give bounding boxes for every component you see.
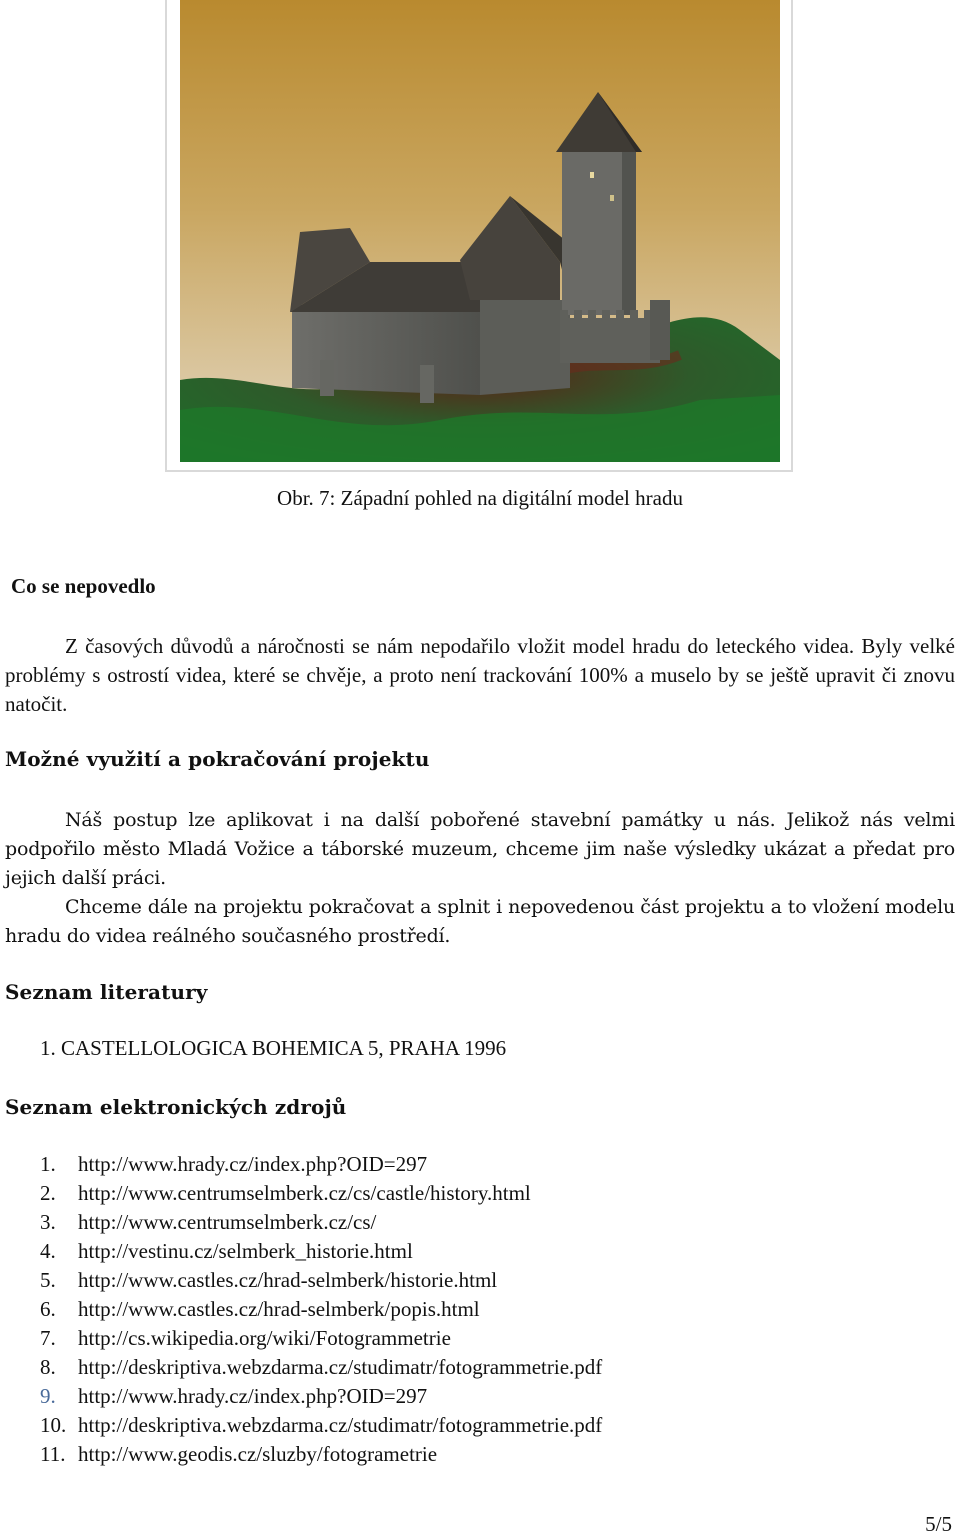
heading-usage: Možné využití a pokračování projektu [5, 747, 430, 771]
list-item [40, 1208, 602, 1237]
list-item [40, 1382, 602, 1411]
list-number: 10. [40, 1413, 67, 1437]
source-link[interactable]: http://vestinu.cz/selmberk_historie.html [78, 1239, 413, 1263]
list-number: 2. [40, 1181, 56, 1205]
source-link[interactable]: http://www.castles.cz/hrad-selmberk/popis.html [78, 1297, 480, 1321]
heading-literature: Seznam literatury [5, 980, 208, 1004]
source-link[interactable]: http://deskriptiva.webzdarma.cz/studimatr/fotogrammetrie.pdf [78, 1355, 603, 1379]
list-number: 8. [40, 1355, 56, 1379]
list-number: 5. [40, 1268, 56, 1292]
list-item [40, 1324, 602, 1353]
list-number: 9. [40, 1384, 56, 1408]
source-link[interactable]: http://www.geodis.cz/sluzby/fotogrametrie [78, 1442, 438, 1466]
castle-figure [165, 0, 793, 472]
list-number: 1. [40, 1152, 56, 1176]
paragraph-failure: Z časových důvodů a náročnosti se nám nepodařilo vložit model hradu do leteckého videa. Byly velké problémy s ostrostí videa, které se chvěje, a proto není trackování 100% a muselo by se ještě upravit či znovu natočit. [5, 634, 955, 716]
list-item [40, 1237, 602, 1266]
list-item [40, 1353, 602, 1382]
list-item [40, 1440, 602, 1469]
source-link[interactable]: http://www.castles.cz/hrad-selmberk/historie.html [78, 1268, 498, 1292]
list-item [40, 1411, 602, 1440]
list-item [40, 1295, 602, 1324]
source-link[interactable]: http://cs.wikipedia.org/wiki/Fotogrammetrie [78, 1326, 451, 1350]
heading-failure: Co se nepovedlo [11, 574, 156, 598]
castle-model-render [180, 0, 780, 462]
heading-sources: Seznam elektronických zdrojů [5, 1095, 347, 1119]
page-number: 5/5 [925, 1512, 952, 1536]
list-number: 7. [40, 1326, 56, 1350]
source-link[interactable]: http://deskriptiva.webzdarma.cz/studimatr/fotogrammetrie.pdf [78, 1413, 603, 1437]
paragraph-usage-1: Náš postup lze aplikovat i na další pobořené stavební památky u nás. Jelikož nás velmi podpořilo město Mladá Vožice a táborské muzeum, chceme jim naše výsledky ukázat a předat pro jejich další práci. [5, 809, 955, 889]
source-link[interactable]: http://www.hrady.cz/index.php?OID=297 [78, 1384, 428, 1408]
list-item [40, 1266, 602, 1295]
source-link[interactable]: http://www.hrady.cz/index.php?OID=297 [78, 1152, 428, 1176]
paragraph-usage-2: Chceme dále na projektu pokračovat a splnit i nepovedenou část projektu a to vložení modelu hradu do videa reálného současného prostředí. [5, 896, 955, 947]
list-number: 6. [40, 1297, 56, 1321]
literature-item: 1. CASTELLOLOGICA BOHEMICA 5, PRAHA 1996 [40, 1036, 507, 1060]
sources-list [40, 1150, 602, 1469]
figure-caption: Obr. 7: Západní pohled na digitální model hradu [277, 486, 683, 510]
list-item [40, 1150, 602, 1179]
list-number: 3. [40, 1210, 56, 1234]
list-number: 11. [40, 1442, 66, 1466]
list-number: 4. [40, 1239, 56, 1263]
list-item [40, 1179, 602, 1208]
source-link[interactable]: http://www.centrumselmberk.cz/cs/castle/history.html [78, 1181, 531, 1205]
source-link[interactable]: http://www.centrumselmberk.cz/cs/ [78, 1210, 377, 1234]
